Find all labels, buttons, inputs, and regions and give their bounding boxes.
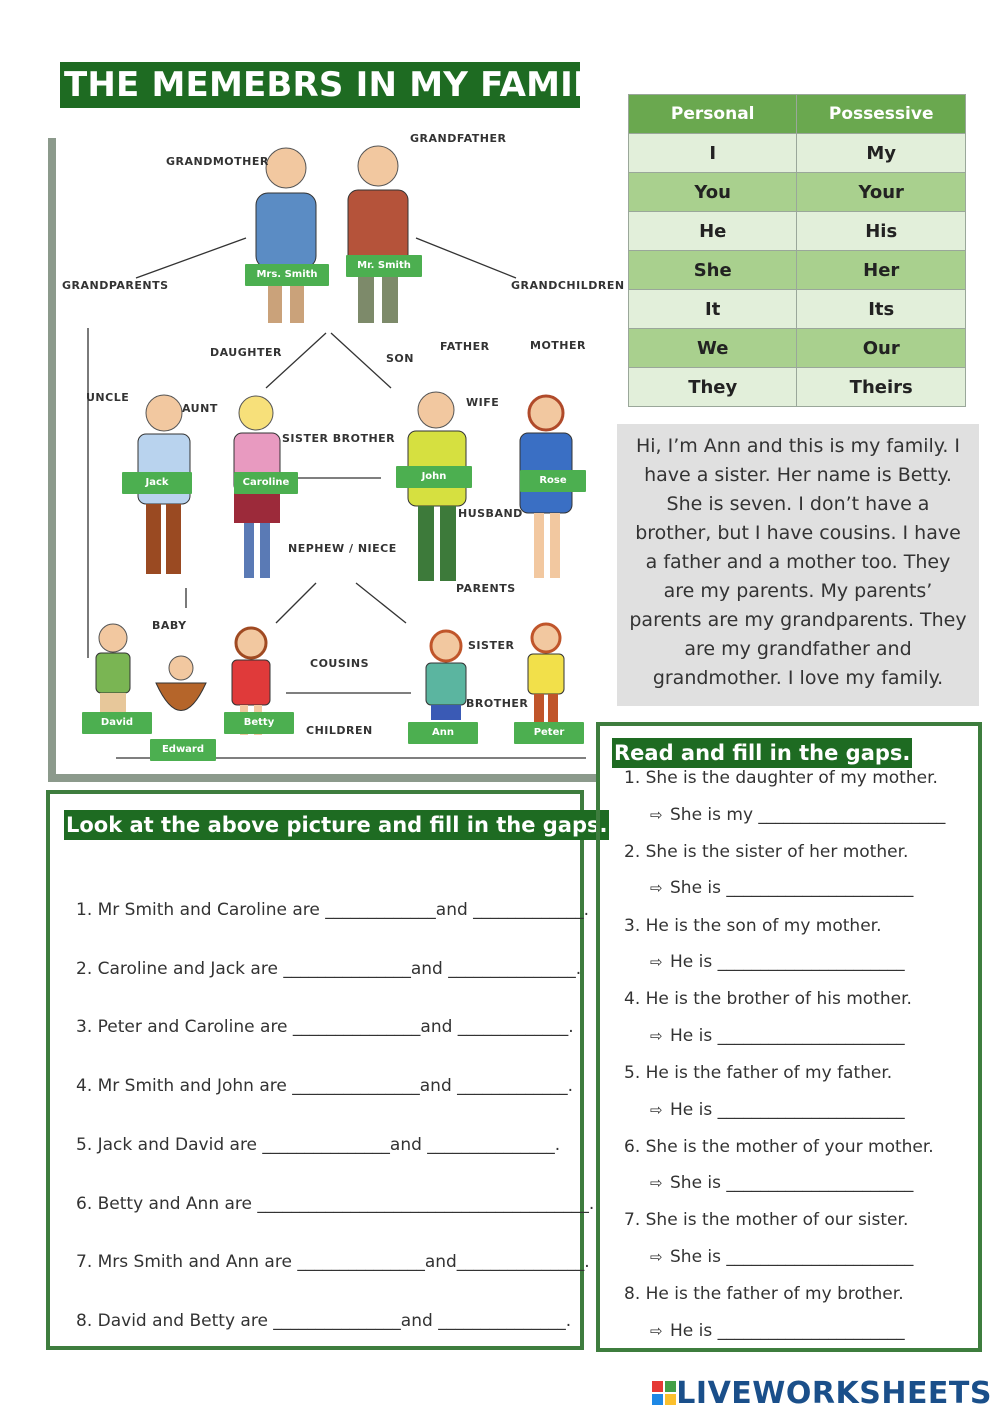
name-tag-david: David — [82, 712, 152, 734]
label-nephew-niece: NEPHEW / NIECE — [288, 542, 397, 555]
question-text: 1. She is the daughter of my mother. — [624, 768, 938, 788]
answer-text[interactable]: She is my ______________________ — [670, 805, 946, 825]
reading-exercise-box — [596, 722, 982, 1352]
label-aunt: AUNT — [182, 402, 218, 415]
name-tag-betty: Betty — [224, 712, 294, 734]
label-grandparents: GRANDPARENTS — [62, 279, 169, 292]
table-header-row — [629, 95, 966, 134]
answer-line[interactable] — [650, 1100, 905, 1120]
name-tag-john: John — [396, 466, 472, 488]
name-tag-mrs-smith: Mrs. Smith — [245, 264, 329, 286]
label-husband: HUSBAND — [458, 507, 523, 520]
answer-text[interactable]: She is ______________________ — [670, 878, 914, 898]
personal-cell: He — [629, 212, 797, 251]
gap-sentence[interactable]: 5. Jack and David are _______________and _______________. — [76, 1135, 561, 1155]
gap-sentence[interactable]: 3. Peter and Caroline are _______________and _____________. — [76, 1017, 574, 1037]
peter-figure — [528, 624, 564, 724]
label-daughter: DAUGHTER — [210, 346, 282, 359]
personal-cell: She — [629, 251, 797, 290]
name-tag-edward: Edward — [150, 739, 216, 761]
answer-line[interactable] — [650, 1247, 913, 1267]
table-row — [629, 251, 966, 290]
family-tree-illustration — [56, 138, 596, 774]
table-row — [629, 173, 966, 212]
possessive-cell: My — [797, 134, 966, 173]
arrow-icon: ⇨ — [650, 879, 663, 897]
answer-line[interactable] — [650, 1173, 913, 1193]
gap-sentence[interactable]: 6. Betty and Ann are _______________________________________. — [76, 1194, 595, 1214]
gap-sentence[interactable]: 8. David and Betty are _______________and _______________. — [76, 1311, 572, 1331]
answer-text[interactable]: He is ______________________ — [670, 1321, 905, 1341]
pronoun-table — [628, 94, 966, 407]
personal-cell: It — [629, 290, 797, 329]
grandmother-figure — [256, 148, 316, 323]
possessive-cell: Your — [797, 173, 966, 212]
label-uncle: UNCLE — [86, 391, 130, 404]
answer-text[interactable]: She is ______________________ — [670, 1247, 914, 1267]
label-brother: BROTHER — [466, 697, 529, 710]
gap-sentence[interactable]: 4. Mr Smith and John are _______________and _____________. — [76, 1076, 574, 1096]
arrow-icon: ⇨ — [650, 1322, 663, 1340]
label-children: CHILDREN — [306, 724, 373, 737]
label-father: FATHER — [440, 340, 490, 353]
label-grandmother: GRANDMOTHER — [166, 155, 269, 168]
gap-sentence[interactable]: 1. Mr Smith and Caroline are _____________and _____________. — [76, 900, 590, 920]
label-son: SON — [386, 352, 414, 365]
answer-line[interactable] — [650, 1026, 905, 1046]
arrow-icon: ⇨ — [650, 1027, 663, 1045]
label-grandfather: GRANDFATHER — [410, 132, 507, 145]
personal-cell: We — [629, 329, 797, 368]
question-text: 7. She is the mother of our sister. — [624, 1210, 909, 1230]
name-tag-jack: Jack — [122, 472, 192, 494]
arrow-icon: ⇨ — [650, 806, 663, 824]
possessive-cell: His — [797, 212, 966, 251]
table-row — [629, 329, 966, 368]
question-text: 5. He is the father of my father. — [624, 1063, 893, 1083]
brand-name: LIVEWORKSHEETS — [676, 1375, 992, 1411]
liveworksheets-logo-icon — [652, 1381, 676, 1405]
possessive-cell: Its — [797, 290, 966, 329]
question-text: 4. He is the brother of his mother. — [624, 989, 912, 1009]
arrow-icon: ⇨ — [650, 1101, 663, 1119]
answer-line[interactable] — [650, 1321, 905, 1341]
ann-figure — [426, 631, 466, 720]
personal-cell: They — [629, 368, 797, 407]
name-tag-mr-smith: Mr. Smith — [346, 255, 422, 277]
name-tag-peter: Peter — [514, 722, 584, 744]
picture-exercise-header: Look at the above picture and fill in the gaps. — [64, 810, 609, 840]
table-row — [629, 212, 966, 251]
answer-text[interactable]: She is ______________________ — [670, 1173, 914, 1193]
label-parents: PARENTS — [456, 582, 516, 595]
possessive-cell: Her — [797, 251, 966, 290]
label-sister-brother: SISTER BROTHER — [282, 432, 396, 445]
gap-sentence[interactable]: 2. Caroline and Jack are _______________and _______________. — [76, 959, 582, 979]
question-text: 2. She is the sister of her mother. — [624, 842, 909, 862]
family-tree-picture — [48, 132, 625, 782]
personal-cell: I — [629, 134, 797, 173]
arrow-icon: ⇨ — [650, 1174, 663, 1192]
arrow-icon: ⇨ — [650, 953, 663, 971]
possessive-cell: Theirs — [797, 368, 966, 407]
arrow-icon: ⇨ — [650, 1248, 663, 1266]
name-tag-ann: Ann — [408, 722, 478, 744]
answer-text[interactable]: He is ______________________ — [670, 952, 905, 972]
label-baby: BABY — [152, 619, 187, 632]
question-text: 3. He is the son of my mother. — [624, 916, 882, 936]
name-tag-rose: Rose — [520, 470, 586, 492]
label-cousins: COUSINS — [310, 657, 369, 670]
picture-exercise-box — [46, 790, 608, 1350]
label-sister: SISTER — [468, 639, 515, 652]
answer-line[interactable] — [650, 805, 945, 825]
answer-line[interactable] — [650, 878, 913, 898]
gap-sentence[interactable]: 7. Mrs Smith and Ann are _______________and_______________. — [76, 1252, 590, 1272]
question-text: 8. He is the father of my brother. — [624, 1284, 904, 1304]
label-mother: MOTHER — [530, 339, 586, 352]
table-row — [629, 368, 966, 407]
table-row — [629, 134, 966, 173]
name-tag-caroline: Caroline — [234, 472, 298, 494]
question-text: 6. She is the mother of your mother. — [624, 1137, 934, 1157]
answer-line[interactable] — [650, 952, 905, 972]
personal-cell: You — [629, 173, 797, 212]
liveworksheets-brand[interactable] — [652, 1375, 992, 1411]
worksheet-title: THE MEMEBRS IN MY FAMILY — [60, 62, 580, 108]
david-figure — [96, 624, 130, 713]
label-wife: WIFE — [466, 396, 500, 409]
story-paragraph: Hi, I’m Ann and this is my family. I have a sister. Her name is Betty. She is seven. I don’t have a brother, but I have cousins. I have a father and a mother too. They are my parents. My parents’ parents are my grandparents. They are my grandfather and grandmother. I love my family. — [617, 424, 979, 706]
answer-text[interactable]: He is ______________________ — [670, 1100, 905, 1120]
table-row — [629, 290, 966, 329]
header-personal: Personal — [629, 95, 797, 134]
reading-exercise-header: Read and fill in the gaps. — [612, 738, 912, 768]
grandfather-figure — [348, 146, 408, 323]
header-possessive: Possessive — [797, 95, 966, 134]
possessive-cell: Our — [797, 329, 966, 368]
answer-text[interactable]: He is ______________________ — [670, 1026, 905, 1046]
edward-figure — [156, 656, 206, 711]
label-grandchildren: GRANDCHILDREN — [511, 279, 625, 292]
